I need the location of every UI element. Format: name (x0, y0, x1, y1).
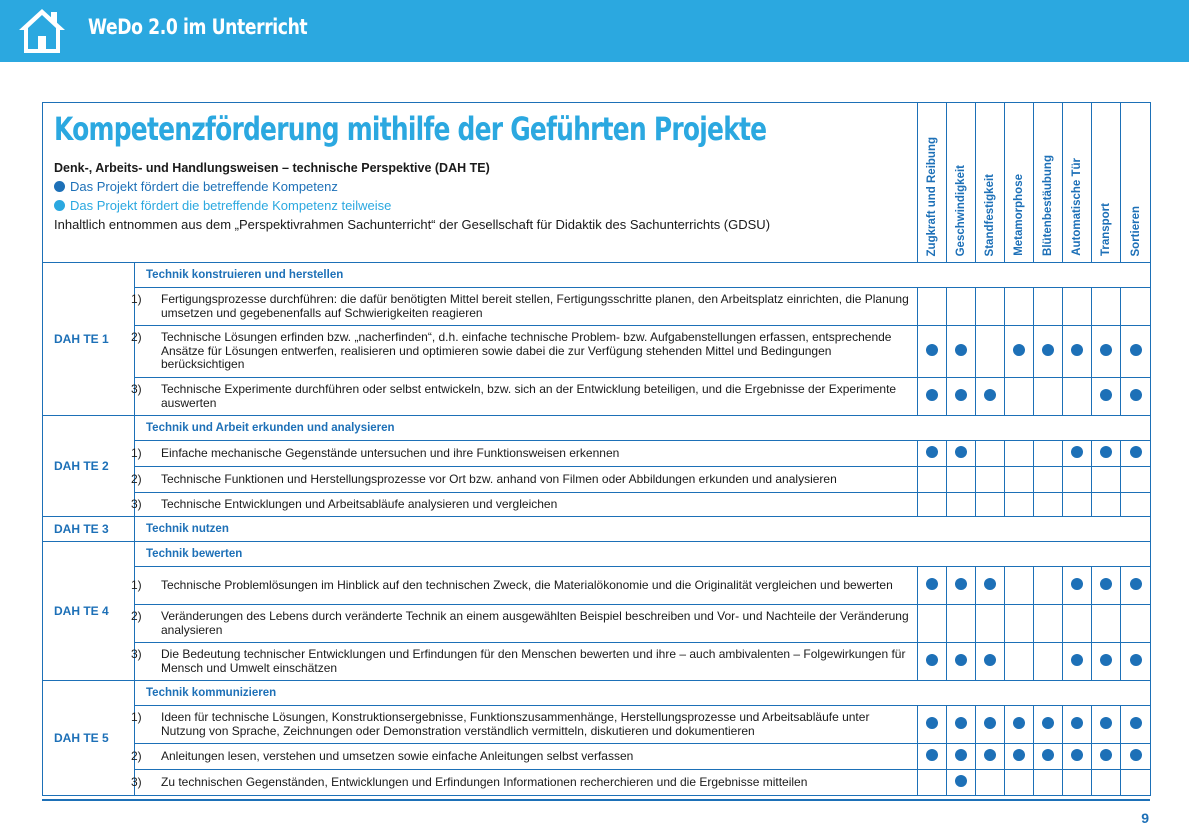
mark-cell (1063, 605, 1092, 643)
filled-dot-icon (926, 578, 938, 590)
column-header: Transport (1092, 103, 1121, 263)
partial-dot-icon (54, 200, 65, 211)
section-row (43, 517, 1151, 542)
mark-cell (1092, 493, 1121, 517)
table-row (43, 770, 1151, 796)
mark-cell (1005, 441, 1034, 467)
mark-cell (947, 605, 976, 643)
section-row (43, 263, 1151, 288)
mark-cell (1034, 706, 1063, 744)
mark-cell (976, 467, 1005, 493)
competence-text (131, 441, 918, 467)
mark-cell (1092, 467, 1121, 493)
table-row (43, 441, 1151, 467)
filled-dot-icon (955, 446, 967, 458)
mark-cell (1121, 567, 1151, 605)
competence-text (131, 706, 918, 744)
competence-text (131, 467, 918, 493)
filled-dot-icon (1071, 344, 1083, 356)
mark-cell (1005, 643, 1034, 681)
competence-text (131, 744, 918, 770)
mark-cell (1121, 493, 1151, 517)
item-text: Einfache mechanische Gegenstände untersuchen und ihre Funktionsweisen erkennen (161, 445, 620, 460)
mark-cell (976, 744, 1005, 770)
group-label: DAH TE 3 (43, 517, 135, 542)
table-row (43, 288, 1151, 326)
item-number: 1) (131, 445, 142, 460)
table-row (43, 493, 1151, 517)
section-title: Technik bewerten (135, 542, 1151, 567)
section-title: Technik und Arbeit erkunden und analysieren (135, 416, 1151, 441)
item-number: 1) (131, 710, 142, 724)
filled-dot-icon (1100, 717, 1112, 729)
mark-cell (976, 567, 1005, 605)
mark-cell (1005, 706, 1034, 744)
mark-cell (1063, 493, 1092, 517)
filled-dot-icon (1100, 389, 1112, 401)
mark-cell (1063, 567, 1092, 605)
mark-cell (947, 326, 976, 378)
mark-cell (947, 441, 976, 467)
mark-cell (1063, 706, 1092, 744)
mark-cell (1092, 288, 1121, 326)
competence-text (131, 288, 918, 326)
mark-cell (976, 770, 1005, 796)
mark-cell (947, 288, 976, 326)
mark-cell (1034, 744, 1063, 770)
mark-cell (1034, 643, 1063, 681)
mark-cell (976, 288, 1005, 326)
mark-cell (1034, 441, 1063, 467)
table-row (43, 605, 1151, 643)
group-label: DAH TE 1 (43, 263, 135, 416)
section-row (43, 416, 1151, 441)
filled-dot-icon (926, 446, 938, 458)
mark-cell (1121, 744, 1151, 770)
mark-cell (1121, 643, 1151, 681)
item-text: Technische Entwicklungen und Arbeitsabläufe analysieren und vergleichen (161, 496, 558, 511)
section-row (43, 542, 1151, 567)
group-label: DAH TE 2 (43, 416, 135, 517)
mark-cell (976, 441, 1005, 467)
item-text: Die Bedeutung technischer Entwicklungen und Erfindungen für den Menschen bewerten und ihre – auch ambivalenten – Folgewirkungen für Mensch und Umwelt einschätzen (161, 647, 906, 675)
mark-cell (1121, 288, 1151, 326)
mark-cell (1121, 441, 1151, 467)
mark-cell (1063, 744, 1092, 770)
mark-cell (947, 770, 976, 796)
group-label: DAH TE 4 (43, 542, 135, 681)
mark-cell (1121, 706, 1151, 744)
mark-cell (1121, 378, 1151, 416)
filled-dot-icon (926, 344, 938, 356)
mark-cell (1063, 326, 1092, 378)
filled-dot-icon (1013, 717, 1025, 729)
mark-cell (1005, 326, 1034, 378)
section-title: Technik kommunizieren (135, 681, 1151, 706)
mark-cell (1063, 770, 1092, 796)
footer-divider (42, 799, 1150, 801)
mark-cell (1063, 467, 1092, 493)
column-header: Geschwindigkeit (947, 103, 976, 263)
table-row (43, 706, 1151, 744)
legend-full (54, 179, 907, 194)
mark-cell (918, 567, 947, 605)
competence-text (131, 326, 918, 378)
filled-dot-icon (1100, 446, 1112, 458)
item-text: Veränderungen des Lebens durch veränderte Technik an einem ausgewählten Beispiel beschreiben und Vor- und Nachteile der Veränderung analysieren (161, 609, 909, 637)
filled-dot-icon (1130, 446, 1142, 458)
mark-cell (1092, 567, 1121, 605)
competence-text (131, 643, 918, 681)
mark-cell (1092, 643, 1121, 681)
item-text: Technische Problemlösungen im Hinblick auf den technischen Zweck, die Materialökonomie und die Originalität vergleichen und bewerten (161, 577, 893, 592)
filled-dot-icon (1100, 344, 1112, 356)
mark-cell (976, 378, 1005, 416)
mark-cell (1034, 467, 1063, 493)
item-text: Technische Experimente durchführen oder selbst entwickeln, bzw. sich an der Entwicklung beteiligen, und die Ergebnisse der Experimente auswerten (161, 382, 897, 410)
mark-cell (1005, 288, 1034, 326)
table-row (43, 378, 1151, 416)
item-number: 2) (131, 748, 142, 763)
mark-cell (918, 493, 947, 517)
filled-dot-icon (955, 389, 967, 401)
column-header: Zugkraft und Reibung (918, 103, 947, 263)
mark-cell (918, 441, 947, 467)
item-number: 3) (131, 496, 142, 511)
legend-partial-text: Das Projekt fördert die betreffende Kompetenz teilweise (70, 198, 392, 213)
item-text: Fertigungsprozesse durchführen: die dafür benötigten Mittel bereit stellen, Fertigungsschritte planen, den Arbeitsplatz einrichten, die Planung umsetzen und gegebenenfalls auf Schwierigkeiten reagieren (161, 292, 909, 320)
item-number: 2) (131, 609, 142, 623)
mark-cell (1034, 288, 1063, 326)
column-header: Blütenbestäubung (1034, 103, 1063, 263)
item-text: Ideen für technische Lösungen, Konstruktionsergebnisse, Funktionszusammenhänge, Herstellungsprozesse und Arbeitsabläufe unter Nutzung von Sprache, Zeichnungen oder Demonstration verständlich vermitteln, diskutieren und dokumentieren (161, 710, 870, 738)
mark-cell (947, 467, 976, 493)
mark-cell (947, 744, 976, 770)
home-icon[interactable] (16, 5, 68, 57)
filled-dot-icon (1130, 389, 1142, 401)
filled-dot-icon (1130, 717, 1142, 729)
subtitle: Denk-, Arbeits- und Handlungsweisen – technische Perspektive (DAH TE) (54, 161, 490, 175)
filled-dot-icon (955, 775, 967, 787)
mark-cell (1063, 378, 1092, 416)
mark-cell (976, 706, 1005, 744)
mark-cell (947, 643, 976, 681)
mark-cell (1034, 326, 1063, 378)
table-row (43, 567, 1151, 605)
filled-dot-icon (984, 578, 996, 590)
mark-cell (1121, 467, 1151, 493)
full-dot-icon (54, 181, 65, 192)
item-number: 3) (131, 647, 142, 661)
filled-dot-icon (926, 749, 938, 761)
competence-text (131, 605, 918, 643)
mark-cell (1121, 770, 1151, 796)
filled-dot-icon (955, 344, 967, 356)
mark-cell (1063, 643, 1092, 681)
table-row (43, 467, 1151, 493)
mark-cell (1005, 567, 1034, 605)
filled-dot-icon (1042, 344, 1054, 356)
filled-dot-icon (1042, 717, 1054, 729)
page-number: 9 (1141, 810, 1149, 826)
mark-cell (1034, 770, 1063, 796)
filled-dot-icon (1042, 749, 1054, 761)
legend-full-text: Das Projekt fördert die betreffende Kompetenz (70, 179, 338, 194)
source-note: Inhaltlich entnommen aus dem „Perspektivrahmen Sachunterricht“ der Gesellschaft für Didaktik des Sachunterrichts (GDSU) (54, 217, 771, 232)
mark-cell (1092, 326, 1121, 378)
mark-cell (918, 288, 947, 326)
filled-dot-icon (926, 654, 938, 666)
page-title: Kompetenzförderung mithilfe der Geführten Projekte (54, 110, 767, 148)
competence-table (42, 102, 1151, 796)
mark-cell (918, 744, 947, 770)
mark-cell (918, 378, 947, 416)
mark-cell (1034, 567, 1063, 605)
filled-dot-icon (1130, 578, 1142, 590)
filled-dot-icon (955, 749, 967, 761)
column-header: Standfestigkeit (976, 103, 1005, 263)
mark-cell (947, 706, 976, 744)
filled-dot-icon (1130, 654, 1142, 666)
mark-cell (1005, 770, 1034, 796)
mark-cell (918, 770, 947, 796)
top-bar (0, 0, 1189, 62)
mark-cell (1034, 605, 1063, 643)
filled-dot-icon (1071, 654, 1083, 666)
filled-dot-icon (955, 654, 967, 666)
item-number: 3) (131, 382, 142, 396)
mark-cell (918, 643, 947, 681)
section-title: Technik nutzen (135, 517, 1151, 542)
mark-cell (1034, 493, 1063, 517)
item-text: Anleitungen lesen, verstehen und umsetzen sowie einfache Anleitungen selbst verfassen (161, 748, 634, 763)
filled-dot-icon (1071, 749, 1083, 761)
competence-text (131, 378, 918, 416)
item-number: 2) (131, 330, 142, 345)
table-row (43, 744, 1151, 770)
mark-cell (1005, 378, 1034, 416)
filled-dot-icon (1071, 446, 1083, 458)
mark-cell (976, 643, 1005, 681)
mark-cell (976, 605, 1005, 643)
filled-dot-icon (1071, 717, 1083, 729)
filled-dot-icon (984, 717, 996, 729)
mark-cell (1092, 605, 1121, 643)
mark-cell (1121, 605, 1151, 643)
filled-dot-icon (1100, 578, 1112, 590)
filled-dot-icon (926, 717, 938, 729)
app-title: WeDo 2.0 im Unterricht (88, 15, 308, 39)
item-number: 3) (131, 774, 142, 789)
mark-cell (1121, 326, 1151, 378)
filled-dot-icon (1071, 578, 1083, 590)
mark-cell (1005, 493, 1034, 517)
filled-dot-icon (955, 717, 967, 729)
table-row (43, 643, 1151, 681)
mark-cell (1063, 288, 1092, 326)
table-row (43, 326, 1151, 378)
mark-cell (947, 378, 976, 416)
filled-dot-icon (984, 749, 996, 761)
filled-dot-icon (1100, 654, 1112, 666)
column-header: Automatische Tür (1063, 103, 1092, 263)
mark-cell (918, 467, 947, 493)
table-heading (43, 103, 918, 263)
competence-text (131, 493, 918, 517)
mark-cell (1092, 770, 1121, 796)
section-title: Technik konstruieren und herstellen (135, 263, 1151, 288)
mark-cell (1005, 467, 1034, 493)
mark-cell (918, 326, 947, 378)
mark-cell (1092, 441, 1121, 467)
mark-cell (1092, 378, 1121, 416)
group-label: DAH TE 5 (43, 681, 135, 796)
filled-dot-icon (1013, 749, 1025, 761)
item-number: 2) (131, 471, 142, 486)
column-header: Sortieren (1121, 103, 1151, 263)
section-row (43, 681, 1151, 706)
competence-text (131, 567, 918, 605)
column-header: Metamorphose (1005, 103, 1034, 263)
mark-cell (947, 493, 976, 517)
filled-dot-icon (955, 578, 967, 590)
filled-dot-icon (984, 654, 996, 666)
filled-dot-icon (984, 389, 996, 401)
filled-dot-icon (1013, 344, 1025, 356)
mark-cell (1063, 441, 1092, 467)
item-text: Technische Funktionen und Herstellungsprozesse vor Ort bzw. anhand von Filmen oder Abbildungen erkunden und analysieren (161, 471, 837, 486)
mark-cell (918, 706, 947, 744)
mark-cell (1005, 605, 1034, 643)
item-text: Zu technischen Gegenständen, Entwicklungen und Erfindungen Informationen recherchieren und die Ergebnisse mitteilen (161, 774, 808, 789)
mark-cell (976, 326, 1005, 378)
filled-dot-icon (1130, 344, 1142, 356)
mark-cell (1005, 744, 1034, 770)
legend-partial (54, 198, 907, 213)
mark-cell (918, 605, 947, 643)
mark-cell (976, 493, 1005, 517)
table-header-row (43, 103, 1151, 263)
filled-dot-icon (1100, 749, 1112, 761)
mark-cell (1092, 706, 1121, 744)
filled-dot-icon (926, 389, 938, 401)
filled-dot-icon (1130, 749, 1142, 761)
item-number: 1) (131, 577, 142, 592)
item-text: Technische Lösungen erfinden bzw. „nacherfinden“, d.h. einfache technische Problem- bzw. Aufgabenstellungen erfassen, entsprechende Ansätze für Lösungen entwerfen, realisieren und optimieren sowie dabei die zur Verfügung stehenden Mittel und Bedingungen berücksichtigen (161, 330, 892, 372)
mark-cell (947, 567, 976, 605)
mark-cell (1034, 378, 1063, 416)
item-number: 1) (131, 292, 142, 306)
mark-cell (1092, 744, 1121, 770)
competence-text (131, 770, 918, 796)
